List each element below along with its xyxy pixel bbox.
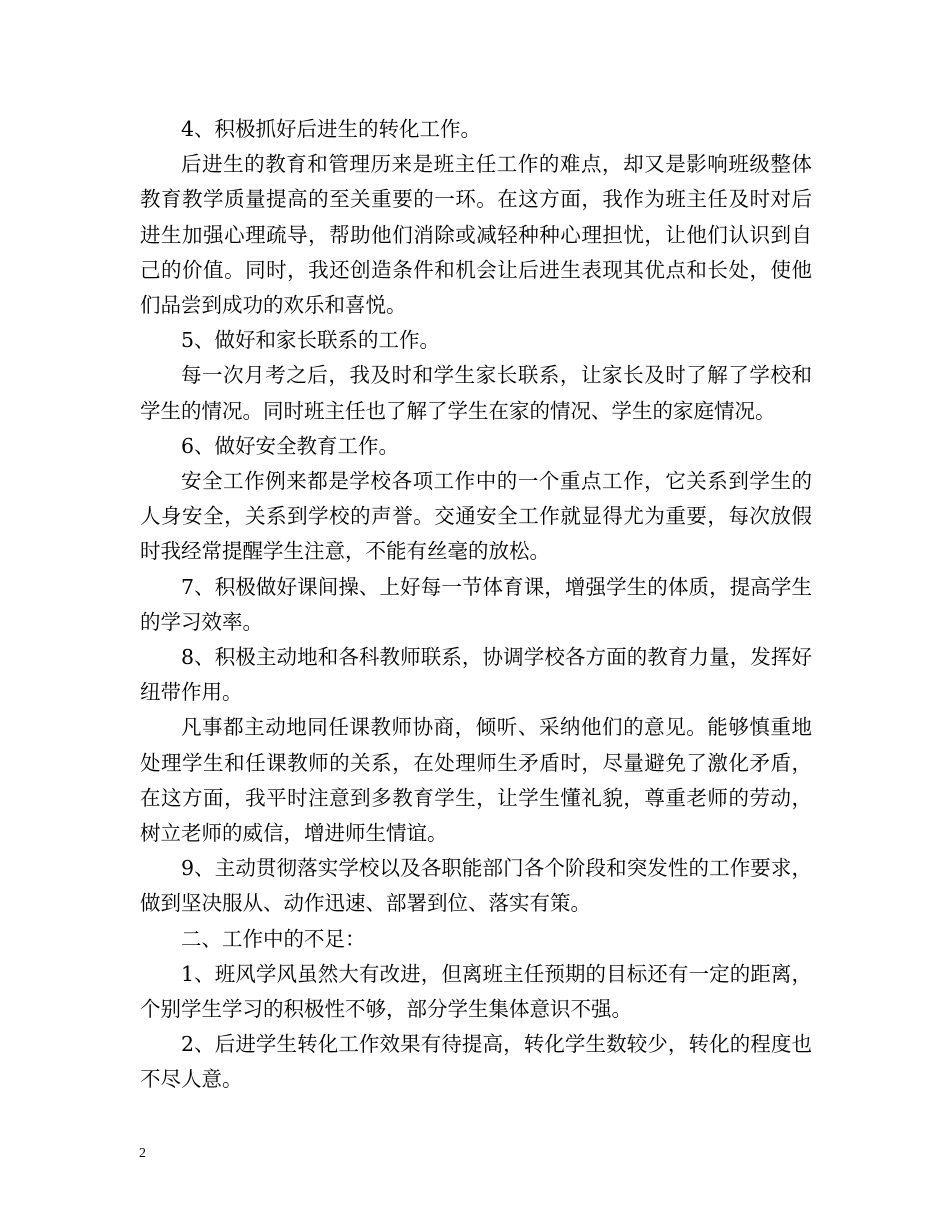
shortcoming-item-1: 1、班风学风虽然大有改进，但离班主任预期的目标还有一定的距离，个别学生学习的积极性不够，部分学生集体意识不强。: [140, 961, 812, 1022]
paragraph-underachievers: 后进生的教育和管理历来是班主任工作的难点，却又是影响班级整体教育教学质量提高的至关重要的一环。在这方面，我作为班主任及时对后进生加强心理疏导，帮助他们消除或减轻种种心理担忧，让他们认识到自己的价值。同时，我还创造条件和机会让后进生表现其优点和长处，使他们品尝到成功的欢乐和喜悦。: [140, 152, 812, 318]
document-body: [140, 112, 812, 1098]
heading-item-8: 8、积极主动地和各科教师联系，协调学校各方面的教育力量，发挥好纽带作用。: [140, 645, 812, 705]
heading-item-9: 9、主动贯彻落实学校以及各职能部门各个阶段和突发性的工作要求，做到坚决服从、动作迅速、部署到位、落实有策。: [140, 856, 812, 916]
heading-item-5: 5、做好和家长联系的工作。: [181, 328, 441, 353]
page-number: 2: [139, 1146, 146, 1161]
heading-item-7: 7、积极做好课间操、上好每一节体育课，增强学生的体质，提高学生的学习效率。: [140, 574, 812, 634]
section-heading-shortcomings: 二、工作中的不足：: [181, 926, 366, 951]
paragraph-safety: 安全工作例来都是学校各项工作中的一个重点工作，它关系到学生的人身安全，关系到学校的声誉。交通安全工作就显得尤为重要，每次放假时我经常提醒学生注意，不能有丝毫的放松。: [140, 469, 812, 564]
paragraph-teacher-coordination: 凡事都主动地同任课教师协商，倾听、采纳他们的意见。能够慎重地处理学生和任课教师的关系，在处理师生矛盾时，尽量避免了激化矛盾，在这方面，我平时注意到多教育学生，让学生懂礼貌，尊重老师的劳动，树立老师的威信，增进师生情谊。: [140, 715, 812, 846]
heading-item-6: 6、做好安全教育工作。: [181, 433, 400, 458]
paragraph-parents-contact: 每一次月考之后，我及时和学生家长联系，让家长及时了解了学校和学生的情况。同时班主任也了解了学生在家的情况、学生的家庭情况。: [140, 363, 812, 423]
heading-item-4: 4、积极抓好后进生的转化工作。: [181, 117, 482, 141]
shortcoming-item-2: 2、后进学生转化工作效果有待提高，转化学生数较少，转化的程度也不尽人意。: [140, 1032, 812, 1092]
